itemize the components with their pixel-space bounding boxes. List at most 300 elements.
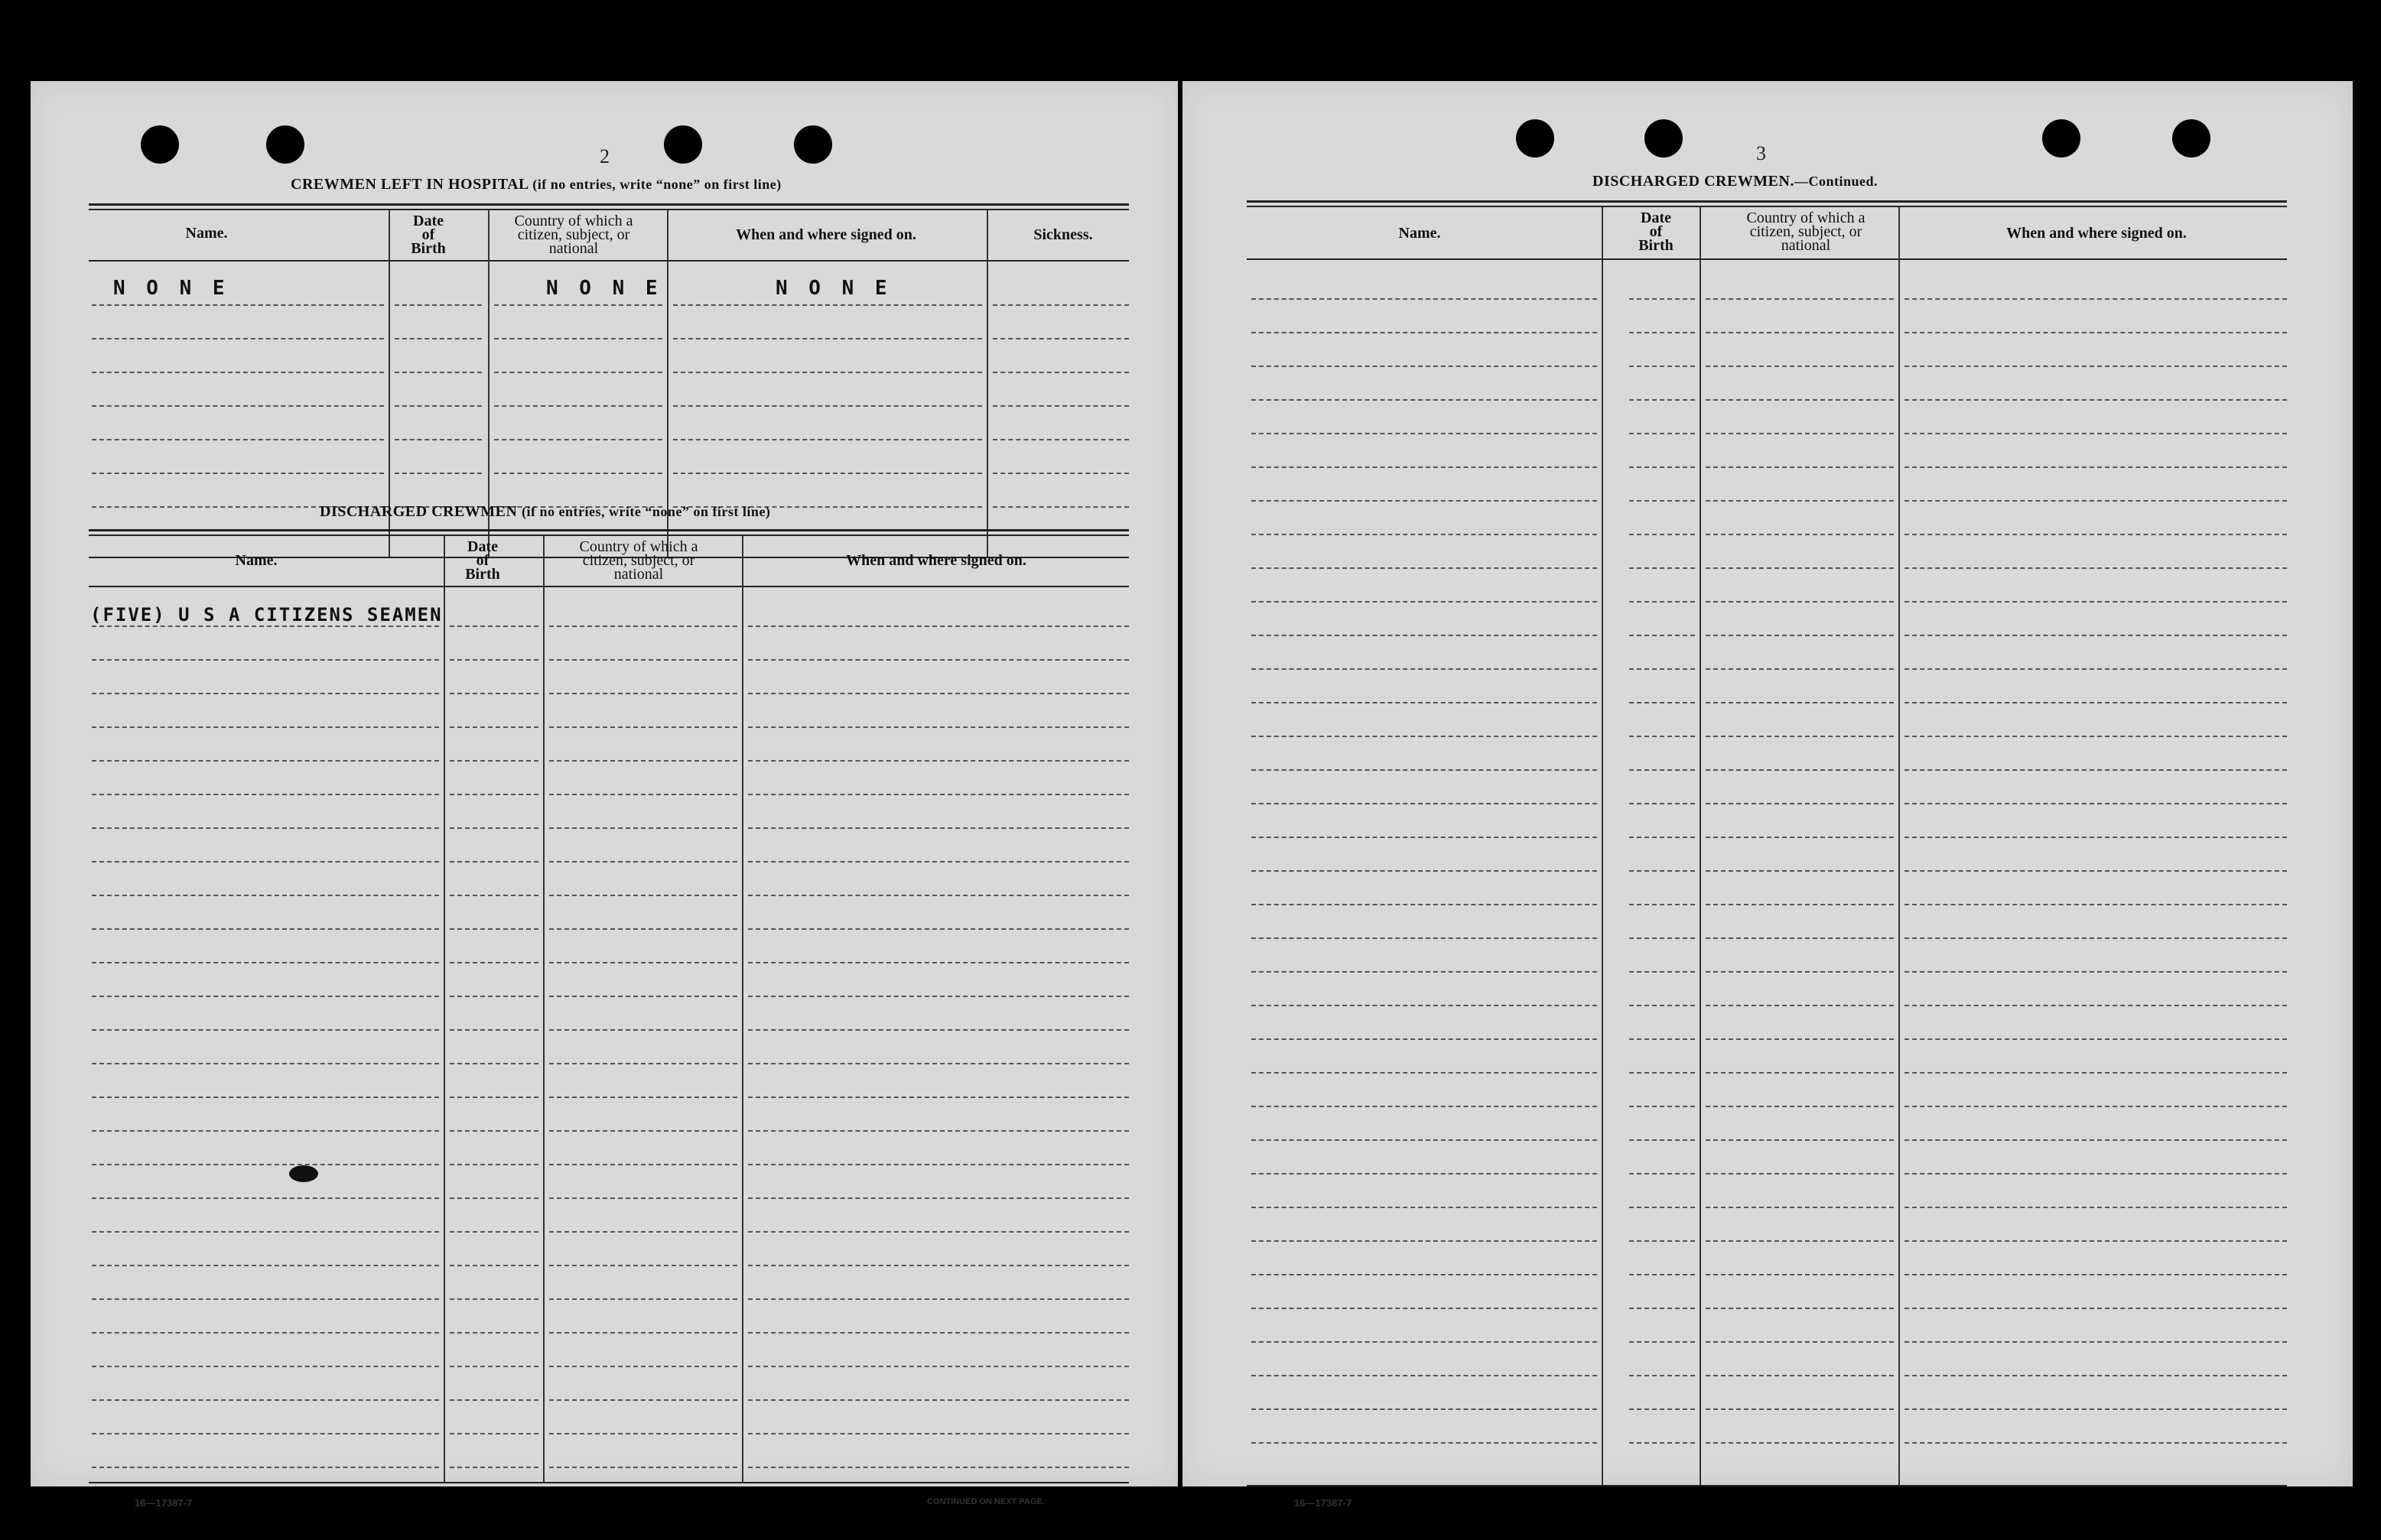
dashed-entry-line [1706,668,1894,670]
dashed-entry-line [748,1231,1129,1233]
dashed-entry-line [549,962,737,963]
dashed-entry-line [1904,837,2287,838]
dashed-entry-line [1251,298,1597,300]
dashed-entry-line [92,405,384,407]
dashed-entry-line [748,1063,1129,1064]
dashed-entry-line [450,1298,538,1300]
dashed-entry-line [1629,466,1695,468]
dashed-entry-line [748,1433,1129,1434]
dashed-entry-line [673,439,982,440]
dashed-entry-line [450,693,538,694]
dashed-entry-line [450,625,538,627]
dashed-entry-line [1706,298,1894,300]
dashed-entry-line [1251,1240,1597,1242]
dashed-entry-line [92,895,439,896]
dashed-entry-line [549,861,737,863]
dashed-entry-line [450,1029,538,1031]
discharged-col-divider [543,535,545,1483]
dashed-entry-line [395,338,482,340]
dashed-entry-line [1706,1274,1894,1275]
dashed-entry-line [1706,769,1894,771]
right-top-rule [1247,200,2287,203]
dashed-entry-line [92,1298,439,1300]
dashed-entry-line [1629,298,1695,300]
dashed-entry-line [748,827,1129,829]
dashed-entry-line [1904,332,2287,333]
hospital-entry-country: N O N E [546,277,662,300]
right-col-divider [1602,206,1603,1486]
dashed-entry-line [494,473,662,474]
dashed-entry-line [1706,1173,1894,1174]
dashed-entry-line [1706,1005,1894,1006]
dashed-entry-line [549,1399,737,1401]
dashed-entry-line [1904,1308,2287,1309]
dashed-entry-line [1251,1408,1597,1410]
dashed-entry-line [1251,803,1597,804]
dashed-entry-line [1904,702,2287,703]
dashed-entry-line [1251,668,1597,670]
punch-hole [794,125,832,164]
dashed-entry-line [1706,971,1894,973]
dashed-entry-line [673,372,982,373]
dashed-entry-line [1629,668,1695,670]
dashed-entry-line [673,473,982,474]
dashed-entry-line [1706,937,1894,939]
dashed-entry-line [1706,870,1894,872]
dashed-entry-line [1904,567,2287,569]
dashed-entry-line [549,1231,737,1233]
dashed-entry-line [1629,837,1695,838]
discharged-entry-name: (FIVE) U S A CITIZENS SEAMEN [90,604,443,625]
dashed-entry-line [395,405,482,407]
dashed-entry-line [450,1197,538,1199]
dashed-entry-line [1251,635,1597,636]
dashed-entry-line [92,625,439,627]
dashed-entry-line [673,405,982,407]
dashed-entry-line [748,1164,1129,1165]
dashed-entry-line [1706,1072,1894,1074]
dashed-entry-line [748,693,1129,694]
discharged-top-rule-2 [89,534,1129,536]
dashed-entry-line [748,895,1129,896]
right-title-text: DISCHARGED CREWMEN. [1592,173,1794,190]
dashed-entry-line [748,1197,1129,1199]
dashed-entry-line [1904,1408,2287,1410]
dashed-entry-line [549,895,737,896]
hospital-title-text: CREWMEN LEFT IN HOSPITAL [291,176,529,193]
dashed-entry-line [92,439,384,440]
dashed-entry-line [549,760,737,762]
hospital-col-signed: When and where signed on. [736,226,916,243]
dashed-entry-line [395,473,482,474]
hospital-top-rule-2 [89,209,1129,210]
dashed-entry-line [450,1332,538,1334]
dashed-entry-line [92,996,439,997]
dashed-entry-line [450,962,538,963]
dashed-entry-line [1629,1442,1695,1444]
dashed-entry-line [395,372,482,373]
right-section-title [1592,173,1878,190]
hospital-entry-name: N O N E [113,277,229,300]
dashed-entry-line [549,1298,737,1300]
dashed-entry-line [1629,1274,1695,1275]
dashed-entry-line [549,625,737,627]
right-title-suffix: —Continued. [1794,174,1878,189]
dashed-entry-line [1251,366,1597,367]
dashed-entry-line [748,996,1129,997]
right-top-rule-2 [1247,206,2287,207]
dashed-entry-line [1706,1207,1894,1208]
dashed-entry-line [1251,500,1597,502]
dashed-entry-line [993,439,1129,440]
dashed-entry-line [549,794,737,795]
dashed-entry-line [1904,601,2287,603]
dashed-entry-line [92,473,384,474]
dashed-entry-line [1904,298,2287,300]
punch-hole [2172,119,2210,158]
dashed-entry-line [450,1366,538,1367]
dashed-entry-line [1251,837,1597,838]
page-number: 3 [1756,142,1766,164]
dashed-entry-line [92,794,439,795]
dashed-entry-line [92,1231,439,1233]
dashed-entry-line [1904,870,2287,872]
dashed-entry-line [450,861,538,863]
dashed-entry-line [395,304,482,306]
dashed-entry-line [450,1097,538,1098]
dashed-entry-line [1251,399,1597,401]
dashed-entry-line [395,439,482,440]
punch-hole [1644,119,1683,158]
punch-hole [141,125,179,164]
discharged-title-text: DISCHARGED CREWMEN [320,503,518,520]
dashed-entry-line [748,625,1129,627]
dashed-entry-line [1706,1308,1894,1309]
dashed-entry-line [1904,1442,2287,1444]
dashed-entry-line [549,693,737,694]
punch-hole [664,125,702,164]
dashed-entry-line [1251,1072,1597,1074]
dashed-entry-line [1904,769,2287,771]
dashed-entry-line [450,794,538,795]
dashed-entry-line [1904,904,2287,905]
hospital-title-note: (if no entries, write “none” on first line) [532,177,782,192]
dashed-entry-line [92,760,439,762]
right-col-signed: When and where signed on. [2006,225,2187,242]
dashed-entry-line [993,405,1129,407]
dashed-entry-line [1251,332,1597,333]
discharged-col-name: Name. [235,552,278,569]
dashed-entry-line [549,1097,737,1098]
dashed-entry-line [450,1164,538,1165]
dashed-entry-line [1904,971,2287,973]
right-page [1182,81,2353,1509]
discharged-col-divider [742,535,743,1483]
dashed-entry-line [1251,971,1597,973]
right-col-country: Country of which a citizen, subject, or national [1746,210,1865,254]
dashed-entry-line [450,996,538,997]
dashed-entry-line [450,760,538,762]
punch-hole [2042,119,2080,158]
dashed-entry-line [549,726,737,728]
dashed-entry-line [494,405,662,407]
dashed-entry-line [1251,1005,1597,1006]
dashed-entry-line [450,659,538,661]
dashed-entry-line [549,1433,737,1434]
hospital-top-rule [89,203,1129,206]
dashed-entry-line [549,1332,737,1334]
dashed-entry-line [1251,1173,1597,1174]
dashed-entry-line [673,304,982,306]
dashed-entry-line [92,827,439,829]
right-col-name: Name. [1398,225,1441,242]
dashed-entry-line [1629,1072,1695,1074]
dashed-entry-line [1904,1240,2287,1242]
dashed-entry-line [1904,736,2287,737]
left-page [31,81,1178,1509]
dashed-entry-line [1904,1139,2287,1141]
dashed-entry-line [1706,904,1894,905]
dashed-entry-line [1706,366,1894,367]
dashed-entry-line [748,1029,1129,1031]
dashed-entry-line [1706,500,1894,502]
dashed-entry-line [1904,534,2287,535]
dashed-entry-line [92,1467,439,1468]
dashed-entry-line [993,506,1129,508]
dashed-entry-line [1706,601,1894,603]
hospital-col-sickness: Sickness. [1033,226,1093,243]
dashed-entry-line [1706,702,1894,703]
dashed-entry-line [1629,870,1695,872]
dashed-entry-line [1629,332,1695,333]
dashed-entry-line [1904,1005,2287,1006]
dashed-entry-line [1251,870,1597,872]
dashed-entry-line [1629,366,1695,367]
dashed-entry-line [494,372,662,373]
dashed-entry-line [450,928,538,930]
dashed-entry-line [1251,1375,1597,1376]
dashed-entry-line [1706,1240,1894,1242]
dashed-entry-line [748,794,1129,795]
dashed-entry-line [748,760,1129,762]
dashed-entry-line [748,1399,1129,1401]
dashed-entry-line [748,726,1129,728]
discharged-col-country: Country of which a citizen, subject, or national [579,538,698,583]
dashed-entry-line [1904,635,2287,636]
dashed-entry-line [748,928,1129,930]
dashed-entry-line [1706,1038,1894,1040]
dashed-entry-line [1904,1207,2287,1208]
dashed-entry-line [748,659,1129,661]
dashed-entry-line [1251,433,1597,434]
dashed-entry-line [1706,567,1894,569]
dashed-entry-line [1251,1442,1597,1444]
dashed-entry-line [1629,1408,1695,1410]
dashed-entry-line [1904,500,2287,502]
dashed-entry-line [1629,937,1695,939]
dashed-entry-line [1629,1207,1695,1208]
dashed-entry-line [1629,1139,1695,1141]
dashed-entry-line [450,1231,538,1233]
dashed-entry-line [494,439,662,440]
dashed-entry-line [1904,803,2287,804]
dashed-entry-line [1251,1341,1597,1343]
form-number: 16—17387-7 [1294,1497,1352,1509]
discharged-col-signed: When and where signed on. [846,552,1026,569]
dashed-entry-line [1251,534,1597,535]
punch-hole [266,125,304,164]
dashed-entry-line [1706,837,1894,838]
dashed-entry-line [1904,937,2287,939]
punch-hole [1516,119,1554,158]
dashed-entry-line [1706,1341,1894,1343]
dashed-entry-line [450,895,538,896]
discharged-bottom-rule [89,1482,1129,1483]
dashed-entry-line [92,659,439,661]
dashed-entry-line [549,928,737,930]
dashed-entry-line [92,1366,439,1367]
dashed-entry-line [549,1063,737,1064]
dashed-entry-line [92,338,384,340]
dashed-entry-line [92,1332,439,1334]
dashed-entry-line [549,1366,737,1367]
dashed-entry-line [1251,702,1597,703]
dashed-entry-line [549,827,737,829]
dashed-entry-line [1629,1375,1695,1376]
dashed-entry-line [92,726,439,728]
dashed-entry-line [1251,937,1597,939]
dashed-entry-line [450,1399,538,1401]
dashed-entry-line [92,1265,439,1266]
dashed-entry-line [1251,1207,1597,1208]
dashed-entry-line [748,1265,1129,1266]
page-number: 2 [600,145,610,167]
dashed-entry-line [1706,1106,1894,1107]
dashed-entry-line [1251,1274,1597,1275]
dashed-entry-line [1706,534,1894,535]
dashed-entry-line [92,1399,439,1401]
dashed-entry-line [92,1433,439,1434]
dashed-entry-line [748,962,1129,963]
dashed-entry-line [1706,466,1894,468]
right-col-divider [1700,206,1701,1486]
discharged-top-rule [89,529,1129,531]
dashed-entry-line [1904,1341,2287,1343]
dashed-entry-line [1706,1375,1894,1376]
dashed-entry-line [1629,500,1695,502]
dashed-entry-line [92,928,439,930]
dashed-entry-line [549,1467,737,1468]
dashed-entry-line [1904,1274,2287,1275]
dashed-entry-line [1251,601,1597,603]
dashed-entry-line [1904,399,2287,401]
dashed-entry-line [1629,736,1695,737]
dashed-entry-line [549,1265,737,1266]
dashed-entry-line [1629,1106,1695,1107]
hospital-entry-signed: N O N E [776,277,892,300]
dashed-entry-line [1904,433,2287,434]
dashed-entry-line [748,1332,1129,1334]
dashed-entry-line [1251,1106,1597,1107]
dashed-entry-line [92,962,439,963]
hospital-header-rule [89,260,1129,262]
dashed-entry-line [1251,1139,1597,1141]
dashed-entry-line [92,693,439,694]
dashed-entry-line [450,827,538,829]
dashed-entry-line [993,338,1129,340]
dashed-entry-line [1706,399,1894,401]
dashed-entry-line [1629,399,1695,401]
dashed-entry-line [450,1130,538,1132]
dashed-entry-line [92,1097,439,1098]
dashed-entry-line [450,1265,538,1266]
dashed-entry-line [1629,1341,1695,1343]
dashed-entry-line [549,1197,737,1199]
dashed-entry-line [1706,1408,1894,1410]
dashed-entry-line [549,1164,737,1165]
dashed-entry-line [92,1197,439,1199]
dashed-entry-line [1629,601,1695,603]
dashed-entry-line [92,1130,439,1132]
dashed-entry-line [1251,466,1597,468]
dashed-entry-line [549,1130,737,1132]
dashed-entry-line [1629,803,1695,804]
dashed-entry-line [1629,567,1695,569]
dashed-entry-line [1251,567,1597,569]
dashed-entry-line [1629,1308,1695,1309]
dashed-entry-line [1706,1442,1894,1444]
hospital-col-name: Name. [185,225,228,242]
dashed-entry-line [494,338,662,340]
dashed-entry-line [748,1366,1129,1367]
discharged-title-note: (if no entries, write “none” on first line) [521,504,771,519]
dashed-entry-line [1706,433,1894,434]
dashed-entry-line [1904,466,2287,468]
dashed-entry-line [993,473,1129,474]
hospital-section-title [291,176,782,193]
dashed-entry-line [1904,1072,2287,1074]
dashed-entry-line [1706,635,1894,636]
dashed-entry-line [1251,769,1597,771]
discharged-section-title [320,503,770,521]
dashed-entry-line [1629,702,1695,703]
dashed-entry-line [92,1063,439,1064]
dashed-entry-line [1251,1038,1597,1040]
discharged-col-divider [444,535,445,1483]
dashed-entry-line [450,1063,538,1064]
dashed-entry-line [1904,1375,2287,1376]
dashed-entry-line [1706,736,1894,737]
dashed-entry-line [1251,1308,1597,1309]
dashed-entry-line [748,1467,1129,1468]
dashed-entry-line [1629,433,1695,434]
dashed-entry-line [1904,366,2287,367]
dashed-entry-line [1251,904,1597,905]
dashed-entry-line [92,1164,439,1165]
dashed-entry-line [1904,1173,2287,1174]
dashed-entry-line [1706,332,1894,333]
form-number: 16—17387-7 [135,1497,193,1509]
dashed-entry-line [1629,1173,1695,1174]
dashed-entry-line [1629,1005,1695,1006]
dashed-entry-line [1706,1139,1894,1141]
dashed-entry-line [1629,971,1695,973]
dashed-entry-line [748,1097,1129,1098]
right-header-rule [1247,258,2287,260]
discharged-col-dob: Date of Birth [465,538,500,583]
dashed-entry-line [549,996,737,997]
dashed-entry-line [1904,1106,2287,1107]
